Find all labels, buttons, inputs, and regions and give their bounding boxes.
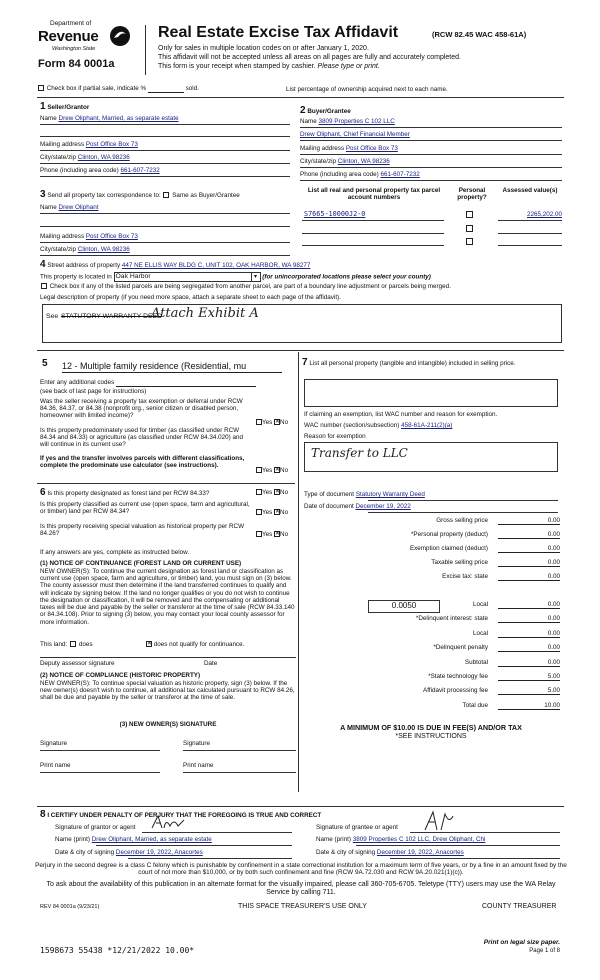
exemption-deduct-label: Exemption claimed (deduct) [409, 545, 488, 552]
q4-no-checkbox[interactable]: ✕ [275, 509, 281, 516]
q1-no-label: No [280, 419, 289, 426]
seller-title: Seller/Grantor [47, 104, 90, 111]
new-owner-sig-1-label: Signature [40, 740, 67, 747]
processing-fee-field[interactable]: 5.00 [498, 687, 560, 695]
wac-label: WAC number (section/subsection) [304, 422, 400, 429]
notice2-body: NEW OWNER(S): To continue special valuation as historic property, sign (3) below. If the new owner(s) doesn't wish to continue, all additional tax calculated pursuant to RCW 84.26, shall be due and payable by the seller or transferor at the time of sale. [40, 680, 295, 702]
land-label: This land: [40, 641, 68, 648]
dor-logo [38, 20, 138, 78]
yes-note: If any answers are yes, complete as instructed below. [40, 549, 190, 556]
q4-yes-label: Yes [262, 509, 273, 516]
recording-stamp: 1598673 55438 *12/21/2022 10.00* [40, 946, 195, 955]
q2-no-checkbox[interactable]: ✕ [275, 467, 281, 474]
doc-type-field[interactable]: Statutory Warranty Deed [355, 491, 425, 498]
buyer-phone-field[interactable]: 661-607-7232 [380, 171, 420, 178]
forest-question: Is this property designated as forest land per RCW 84.33? [47, 490, 210, 497]
state-tech-fee-row [302, 673, 560, 684]
notice-1: Only for sales in multiple location codes on or after January 1, 2020. [158, 45, 369, 52]
deputy-date-label: Date [204, 660, 218, 667]
buyer-phone-label: Phone (including area code) [300, 171, 379, 178]
doc-date-label: Date of document [304, 503, 354, 510]
legal-see: See [46, 313, 59, 320]
personal-property-label: List all personal property (tangible and intangible) included in selling price. [309, 360, 516, 367]
excise-local-row [302, 601, 560, 612]
processing-fee-row [302, 687, 560, 698]
ownership-note: List percentage of ownership acquired next to each name. [286, 86, 448, 93]
notice1-title: (1) NOTICE OF CONTINUANCE (FOREST LAND OR CURRENT USE) [40, 560, 242, 567]
gross-selling-label: Gross selling price [436, 517, 488, 524]
swirl-icon [108, 24, 132, 50]
same-as-buyer-checkbox[interactable] [163, 192, 169, 198]
section6-num: 6 [40, 487, 46, 498]
rev-number: REV 84 0001a (9/23/21) [40, 904, 100, 910]
delinquent-penalty-field[interactable]: 0.00 [498, 644, 560, 652]
reason-label: Reason for exemption [304, 433, 366, 440]
buyer-name2-field[interactable]: Drew Oliphant, Chief Financial Member [300, 131, 410, 138]
local-rate-value: 0.0050 [391, 601, 417, 610]
see-instructions: *SEE INSTRUCTIONS [395, 733, 467, 740]
buyer-name-field[interactable]: 3809 Properties C 102 LLC [318, 118, 395, 125]
personal-property-3-checkbox[interactable] [466, 238, 473, 245]
personal-deduct-field[interactable]: 0.00 [498, 531, 560, 539]
parcel-header: List all real and personal property tax parcel account numbers [307, 187, 441, 202]
timber-note: If yes and the transfer involves parcels with different classifications, complete the predominate use calculator (see instructions). [40, 455, 245, 470]
assessed-value-header: Assessed value(s) [502, 187, 558, 194]
notice-3: This form is your receipt when stamped by cashier. [158, 63, 316, 70]
total-due-field[interactable]: 10.00 [498, 702, 560, 710]
q5-no-checkbox[interactable]: ✕ [275, 531, 281, 538]
gross-selling-field[interactable]: 0.00 [498, 517, 560, 525]
new-owner-print-2-label: Print name [183, 762, 214, 769]
dept-line1: Department of [50, 20, 92, 27]
personal-property-box[interactable] [304, 379, 558, 407]
segregated-label: Check box if any of the listed parcels are being segregated from another parcel, are part of a boundary line adjustment or parcels being merged. [49, 283, 451, 290]
historic-question: Is this property receiving special valuation as historical property per RCW 84.26? [40, 523, 245, 538]
taxcorr-mail-label: Mailing address [40, 233, 85, 240]
taxcorr-name-label: Name [40, 204, 57, 211]
same-as-buyer-label: Same as Buyer/Grantee [172, 192, 240, 199]
grantee-signature[interactable] [423, 810, 457, 834]
buyer-city-label: City/state/zip [300, 158, 337, 165]
street-num: 4 [40, 259, 46, 270]
notice3-title: (3) NEW OWNER(S) SIGNATURE [119, 721, 217, 728]
current-use-question: Is this property classified as current use (open space, farm and agricultural, or timber) land per RCW 84.34? [40, 501, 250, 516]
street-address-field[interactable]: 447 NE ELLIS WAY BLDG C, UNIT 102, OAK HARBOR, WA 98277 [121, 262, 311, 269]
legal-desc-box[interactable] [42, 304, 562, 343]
buyer-title: Buyer/Grantee [307, 108, 351, 115]
street-label: Street address of property [47, 262, 121, 269]
excise-local-label: Local [472, 601, 488, 608]
subtotal-row [302, 659, 560, 670]
additional-codes-label: Enter any additional codes [40, 379, 115, 386]
subtotal-label: Subtotal [464, 659, 488, 666]
excise-state-field[interactable]: 0.00 [498, 573, 560, 581]
notice2-title: (2) NOTICE OF COMPLIANCE (HISTORIC PROPERTY) [40, 672, 201, 679]
grantor-sig-label: Signature of grantor or agent [55, 824, 136, 831]
buyer-num: 2 [300, 105, 306, 116]
q3-no-checkbox[interactable]: ✕ [275, 489, 281, 496]
location-label: This property is located in [40, 273, 112, 281]
county-treasurer: COUNTY TREASURER [482, 903, 557, 910]
parcel-1-field[interactable]: S7665-10000J2-0 [304, 210, 366, 218]
total-due-label: Total due [462, 702, 488, 709]
seller-city-field[interactable]: Clinton, WA 98236 [77, 154, 130, 161]
grantor-name-field[interactable]: Drew Oliphant, Married, as separate estate [91, 836, 212, 843]
partial-sale-checkbox[interactable] [38, 85, 44, 91]
doc-date-field[interactable]: December 19, 2022 [355, 503, 411, 510]
form-title: Real Estate Excise Tax Affidavit [158, 24, 399, 41]
location-select[interactable] [114, 272, 261, 282]
land-use-value: 12 - Multiple family residence (Residential, mu [62, 361, 247, 371]
exemption-question: Was the seller receiving a property tax exemption or deferral under RCW 84.36, 84.37, or 84.38 (nonprofit org., senior citizen or disabled person, homeowner with limited income)? [40, 398, 243, 420]
q5-yes-label: Yes [262, 531, 273, 538]
exemption-deduct-field[interactable]: 0.00 [498, 545, 560, 553]
land-not-qualify-label: does not qualify for continuance. [153, 641, 245, 648]
accessibility-notice: To ask about the availability of this publication in an alternate format for the visually impaired, please call 360-705-6705. Teletype (TTY) users may use the WA Relay Service by calling 711. [46, 881, 556, 897]
legal-size-note: Print on legal size paper. [483, 939, 560, 946]
buyer-mail-field[interactable]: Post Office Box 73 [345, 145, 398, 152]
excise-local-field[interactable]: 0.00 [498, 601, 560, 609]
land-does-checkbox[interactable] [70, 641, 76, 647]
q1-no-checkbox[interactable]: ✕ [275, 419, 281, 426]
exemption-label: If claiming an exemption, list WAC number and reason for exemption. [304, 411, 498, 418]
buyer-mail-label: Mailing address [300, 145, 345, 152]
q3-no-label: No [280, 489, 289, 496]
legal-handwritten: Attach Exhibit A [151, 306, 259, 321]
legal-struck-text: STATUTORY WARRANTY DEED [61, 313, 162, 320]
seller-mail-field[interactable]: Post Office Box 73 [85, 141, 138, 148]
land-use-select[interactable] [62, 361, 282, 373]
taxcorr-num: 3 [40, 189, 46, 200]
personal-property-header: Personal property? [457, 187, 487, 202]
doc-type-label: Type of document [304, 491, 355, 498]
section5-num: 5 [42, 358, 48, 369]
land-not-qualify-checkbox[interactable]: ✕ [147, 641, 153, 648]
q2-yes-label: Yes [262, 467, 273, 474]
additional-codes-field[interactable] [116, 379, 256, 387]
q3-yes-label: Yes [262, 489, 273, 496]
seller-city-label: City/state/zip [40, 154, 77, 161]
personal-deduct-row [302, 531, 560, 542]
timber-question: Is this property predominately used for timber (as classified under RCW 84.34 and 84.33) or agriculture (as classified under RCW 84.34.020) and will continue in its current use? [40, 427, 244, 449]
personal-property-2-checkbox[interactable] [466, 225, 473, 232]
seller-phone-field[interactable]: 661-607-7232 [120, 167, 160, 174]
new-owner-sig-2-label: Signature [183, 740, 210, 747]
codes-see: (see back of last page for instructions) [40, 388, 147, 395]
delinquent-interest-state-label: *Delinquent interest: state [415, 615, 488, 622]
new-owner-print-1-label: Print name [40, 762, 71, 769]
delinquent-penalty-label: *Delinquent penalty [433, 644, 488, 651]
delinquent-interest-local-label: Local [472, 630, 488, 637]
buyer-name-label: Name [300, 118, 317, 125]
treasurer-use: THIS SPACE TREASURER'S USE ONLY [238, 903, 367, 910]
delinquent-penalty-row [302, 644, 560, 655]
location-note: (for unincorporated locations please select your county) [262, 273, 431, 281]
taxcorr-name-field[interactable]: Drew Oliphant [58, 204, 99, 211]
certify-text: I CERTIFY UNDER PENALTY OF PERJURY THAT THE FOREGOING IS TRUE AND CORRECT [47, 812, 322, 819]
taxcorr-city-field[interactable]: Clinton, WA 98236 [77, 246, 130, 253]
grantee-date-label: Date & city of signing [316, 849, 376, 856]
excise-state-row [302, 573, 560, 584]
dept-line3: Washington State [52, 46, 96, 52]
taxcorr-city-label: City/state/zip [40, 246, 77, 253]
grantor-name-label: Name (print) [55, 836, 90, 843]
rcw-ref: (RCW 82.45 WAC 458-61A) [432, 30, 527, 39]
reason-box[interactable] [304, 442, 558, 472]
seller-name-label: Name [40, 115, 57, 122]
subtotal-field[interactable]: 0.00 [498, 659, 560, 667]
total-due-row [302, 702, 560, 713]
grantee-name-field[interactable]: 3809 Properties C 102 LLC, Drew Oliphant, Chi [352, 836, 486, 843]
wac-field[interactable]: 458-61A-211(2)(a) [401, 422, 453, 429]
gross-selling-row [302, 517, 560, 528]
grantor-date-label: Date & city of signing [55, 849, 115, 856]
reason-handwritten: Transfer to LLC [311, 446, 408, 460]
delinquent-interest-local-row [302, 630, 560, 641]
state-tech-fee-label: *State technology fee [428, 673, 488, 680]
taxcorr-mail-field[interactable]: Post Office Box 73 [85, 233, 138, 240]
notice-2: This affidavit will not be accepted unless all areas on all pages are fully and accurately completed. [158, 54, 461, 61]
personal-deduct-label: *Personal property (deduct) [410, 531, 488, 538]
partial-sale-label: Check box if partial sale, indicate % [46, 85, 147, 92]
personal-property-1-checkbox[interactable] [466, 211, 473, 218]
partial-sold-label: sold. [185, 85, 199, 92]
perjury-notice: Perjury in the second degree is a class C felony which is punishable by confinement in a state correctional institution for a maximum term of five years, or by a fine in an amount fixed by the court of not more than $10,000, or by both such confinement and fine (RCW 9A.72.030 and RCW 9A.20.021(1)(c)). [35, 862, 567, 877]
grantee-sig-label: Signature of grantee or agent [316, 824, 398, 831]
delinquent-interest-local-field[interactable]: 0.00 [498, 630, 560, 638]
deputy-sig-label: Deputy assessor signature [40, 660, 115, 667]
seller-mail-label: Mailing address [40, 141, 85, 148]
taxable-selling-label: Taxable selling price [431, 559, 488, 566]
exemption-deduct-row [302, 545, 560, 556]
land-does-label: does [78, 641, 93, 648]
state-tech-fee-field[interactable]: 5.00 [498, 673, 560, 681]
q4-no-label: No [280, 509, 289, 516]
page-number: Page 1 of 8 [529, 948, 560, 954]
dept-line2: Revenue [38, 28, 99, 45]
processing-fee-label: Affidavit processing fee [423, 687, 488, 694]
form-number: Form 84 0001a [38, 58, 115, 70]
q5-no-label: No [280, 531, 289, 538]
q1-yes-label: Yes [262, 419, 273, 426]
delinquent-interest-state-field[interactable]: 0.00 [498, 615, 560, 623]
minimum-due-notice: A MINIMUM OF $10.00 IS DUE IN FEE(S) AND/OR TAX [340, 723, 522, 732]
grantee-name-label: Name (print) [316, 836, 351, 843]
section8-num: 8 [40, 809, 46, 820]
grantor-date-field[interactable]: December 19, 2022, Anacortes [115, 849, 203, 856]
partial-percent-field[interactable] [148, 85, 184, 93]
taxable-selling-field[interactable]: 0.00 [498, 559, 560, 567]
notice1-body: NEW OWNER(S): To continue the current designation as forest land or classification as current use (open space, farm and agriculture, or timber) land, you must sign on (3) below. The county assessor must then determine if the land transferred continues to qualify and will indicate by signing below. If the land no longer qualifies or you do not wish to continue the designation or classification, it will be removed and the compensating or additional taxes will be due and payable by the seller or transferor at the time of sale (RCW 84.33.140 or 84.34.108). Prior to signing (3) below, you may contact your local county assessor for more information. [40, 568, 295, 626]
notice-3-italic: Please type or print. [317, 63, 380, 70]
grantee-date-field[interactable]: December 19, 2022, Anacortes [376, 849, 464, 856]
seller-phone-label: Phone (including area code) [40, 167, 119, 174]
taxcorr-label: Send all property tax correspondence to: [47, 192, 161, 199]
excise-state-label: Excise tax: state [442, 573, 488, 580]
seller-name-field[interactable]: Drew Oliphant, Married, as separate estate [58, 115, 179, 122]
assessed-value-1-field[interactable]: 2265,202.00 [526, 211, 562, 218]
q2-no-label: No [280, 467, 289, 474]
location-select-value: Oak Harbor [115, 273, 151, 280]
section7-num: 7 [302, 357, 308, 368]
segregated-checkbox[interactable] [41, 283, 47, 289]
delinquent-interest-state-row [302, 615, 560, 626]
buyer-city-field[interactable]: Clinton, WA 98236 [337, 158, 390, 165]
chevron-down-icon: ▾ [251, 273, 260, 281]
taxable-selling-row [302, 559, 560, 570]
seller-num: 1 [40, 101, 46, 112]
legal-desc-label: Legal description of property (if you need more space, attach a separate sheet to each page of the affidavit). [40, 294, 341, 301]
